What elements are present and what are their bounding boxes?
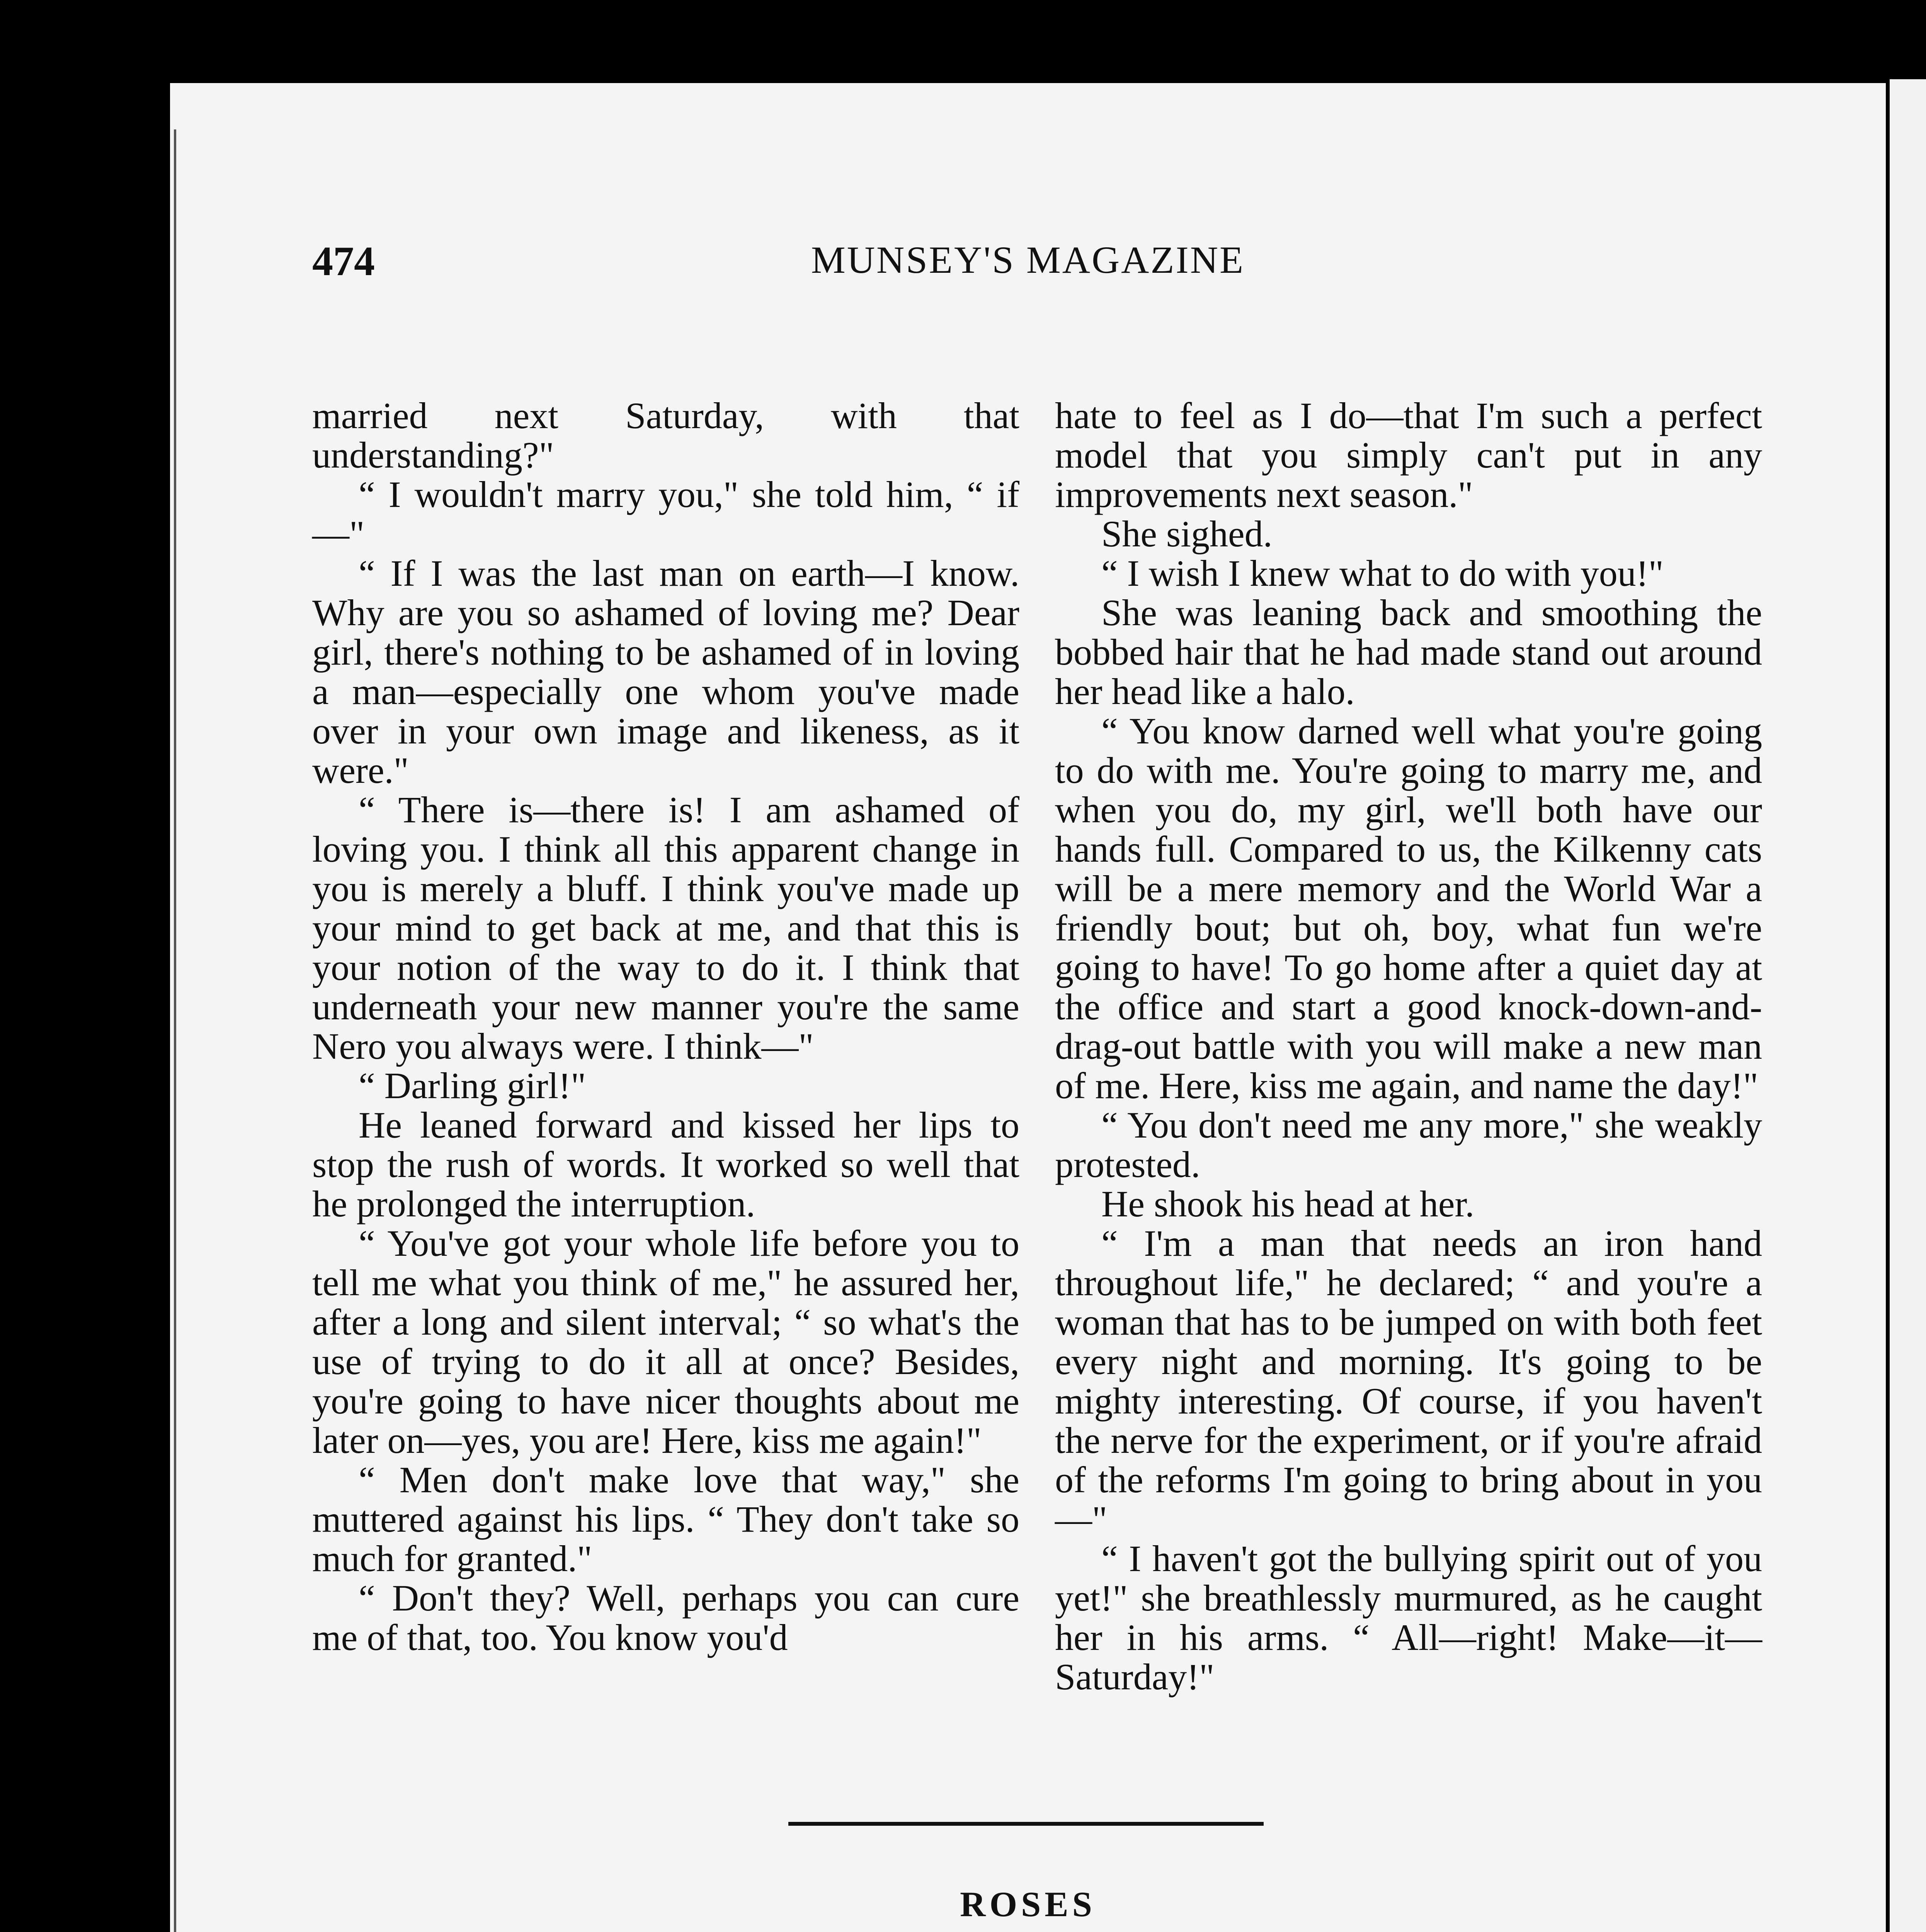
paragraph: “ You've got your whole life before you to tell me what you think of me," he assured her, after a long and silent interval; “ so what's the use of trying to do it all at once? Besides, you're going to have nicer thoughts about me later on—yes, you are! Here, kiss me again!"	[312, 1223, 1019, 1461]
paragraph: “ There is—there is! I am ashamed of loving you. I think all this apparent change in you is merely a bluff. I think you've made up your mind to get back at me, and that this is your notion of the way to do it. I think that underneath your new manner you're the same Nero you always were. I think—"	[312, 789, 1019, 1067]
magazine-page	[170, 83, 1886, 1932]
page-number: 474	[312, 238, 375, 284]
paragraph: “ If I was the last man on earth—I know. Why are you so ashamed of loving me? Dear girl, there's nothing to be ashamed of in loving a man—especially one whom you've made over in your own image and likeness, as it were."	[312, 553, 1019, 791]
paragraph: “ I'm a man that needs an iron hand throughout life," he declared; “ and you're a woman that has to be jumped on with both feet every night and morning. It's going to be mighty interesting. Of course, if you haven't the nerve for the experiment, or if you're afraid of the reforms I'm going to bring about in you—"	[1055, 1223, 1762, 1540]
paragraph: He shook his head at her.	[1101, 1183, 1475, 1225]
section-divider	[788, 1822, 1264, 1826]
paragraph: “ Don't they? Well, perhaps you can cure me of that, too. You know you'd	[312, 1577, 1019, 1658]
paragraph: hate to feel as I do—that I'm such a perfect model that you simply can't put in any improvements next season."	[1055, 395, 1762, 515]
paragraph: “ I haven't got the bullying spirit out of you yet!" she breathlessly murmured, as he caught her in his arms. “ All—right! Make—it—Saturday!"	[1055, 1538, 1762, 1697]
poem-title: ROSES	[960, 1884, 1096, 1924]
paragraph: “ Men don't make love that way," she muttered against his lips. “ They don't take so much for granted."	[312, 1459, 1019, 1579]
next-page-edge	[1890, 79, 1926, 1932]
paragraph: He leaned forward and kissed her lips to stop the rush of words. It worked so well that he prolonged the interruption.	[312, 1104, 1019, 1225]
paragraph: She sighed.	[1101, 513, 1273, 554]
paragraph: She was leaning back and smoothing the bobbed hair that he had made stand out around her head like a halo.	[1055, 592, 1762, 712]
paragraph: “ You know darned well what you're going to do with me. You're going to marry me, and when you do, my girl, we'll both have our hands full. Compared to us, the Kilkenny cats will be a mere memory and the World War a friendly bout; but oh, boy, what fun we're going to have! To go home after a quiet day at the office and start a good knock-down-and-drag-out battle with you will make a new man of me. Here, kiss me again, and name the day!"	[1055, 710, 1762, 1106]
paragraph: “ I wish I knew what to do with you!"	[1101, 553, 1664, 594]
paragraph: “ Darling girl!"	[359, 1065, 586, 1106]
paragraph: married next Saturday, with that understanding?"	[312, 395, 1019, 476]
page-spine-shadow	[174, 129, 176, 1932]
paragraph: “ You don't need me any more," she weakly protested.	[1055, 1104, 1762, 1185]
left-column	[312, 396, 1019, 1657]
running-header	[170, 238, 1886, 307]
paragraph: “ I wouldn't marry you," she told him, “ if—"	[312, 474, 1019, 554]
right-column	[1055, 396, 1762, 1697]
magazine-title: MUNSEY'S MAGAZINE	[811, 238, 1245, 281]
